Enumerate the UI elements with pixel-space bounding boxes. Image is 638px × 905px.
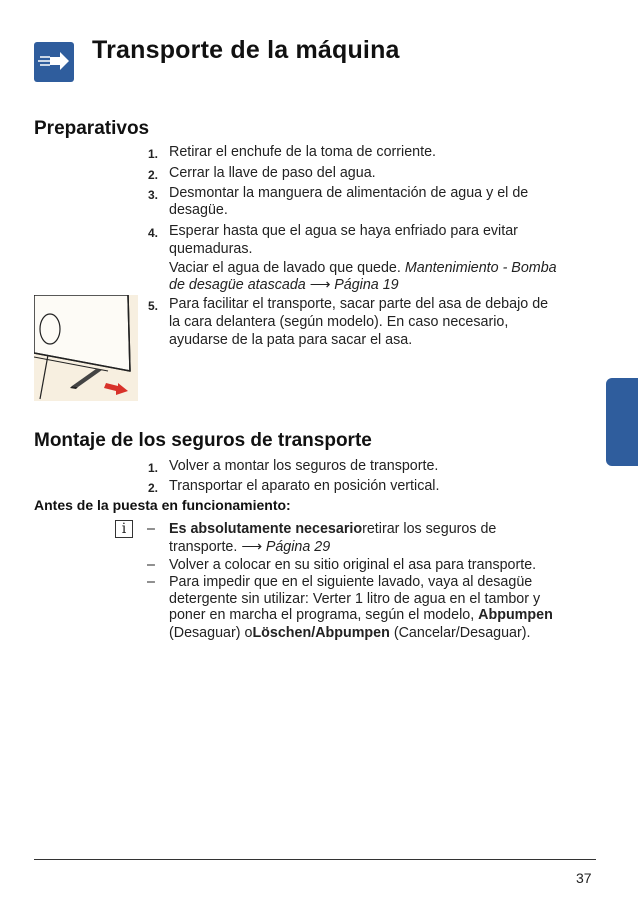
note-text: Volver a colocar en su sitio original el asa para transporte. (169, 557, 537, 573)
step-text: Desmontar la manguera de alimentación de agua y el de (169, 185, 529, 201)
subheading-before-startup: Antes de la puesta en funcionamiento: (34, 497, 291, 513)
step-text: Transportar el aparato en posición vertical. (169, 478, 440, 494)
note-text: detergente sin utilizar: Verter 1 litro de agua en el tambor y (169, 591, 541, 607)
emphasis-text: Es absolutamente necesario (169, 521, 363, 537)
reference-title: de desagüe atascada (169, 277, 306, 293)
page-title: Transporte de la máquina (92, 36, 400, 64)
step-number: 2. (148, 168, 159, 182)
arrow-right-icon: ⟶ (241, 539, 262, 555)
note-reference (169, 538, 330, 557)
step-text: ayudarse de la pata para sacar el asa. (169, 332, 413, 348)
chapter-tab-marker (606, 378, 638, 466)
section-heading-preparativos: Preparativos (34, 118, 150, 139)
note-text-part: transporte. (169, 539, 242, 555)
note-text-part: (Cancelar/Desaguar). (389, 625, 531, 641)
bullet-dash: – (147, 557, 155, 573)
arrow-right-icon: ⟶ (309, 277, 331, 293)
note-text (169, 606, 553, 625)
step-text: Retirar el enchufe de la toma de corriente. (169, 144, 437, 160)
note-text (169, 624, 531, 643)
page-number: 37 (576, 870, 592, 886)
page-reference-link[interactable]: Página 29 (265, 539, 331, 555)
page-reference-link[interactable]: Página 19 (334, 277, 399, 293)
bullet-dash: – (147, 521, 155, 537)
step-number: 1. (148, 147, 159, 161)
step-number: 1. (148, 461, 159, 475)
info-icon: i (115, 520, 133, 538)
program-name: Abpumpen (478, 607, 553, 623)
step-text: Volver a montar los seguros de transporte. (169, 458, 439, 474)
reference-title: Mantenimiento - Bomba (404, 260, 557, 276)
step-number: 3. (148, 188, 159, 202)
step-number: 2. (148, 481, 159, 495)
section-heading-transport-bolts: Montaje de los seguros de transporte (34, 430, 372, 451)
note-text-part: poner en marcha el programa, según el modelo, (169, 607, 479, 623)
note-text-part: (Desaguar) o (169, 625, 253, 641)
step-text: la cara delantera (según modelo). En caso necesario, (169, 314, 509, 330)
note-text: Para impedir que en el siguiente lavado, vaya al desagüe (169, 574, 533, 590)
note-text-part: retirar los seguros de (362, 521, 497, 537)
bullet-dash: – (147, 574, 155, 590)
step-number: 4. (148, 226, 159, 240)
step-number: 5. (148, 299, 159, 313)
note-text (169, 520, 496, 539)
footer-divider (34, 859, 596, 860)
step-text-part: Para facilitar el transporte, sacar parte del asa de debajo de (169, 296, 549, 312)
step-text: quemaduras. (169, 241, 253, 257)
step-text: Esperar hasta que el agua se haya enfriado para evitar (169, 223, 518, 239)
program-name: Löschen/Abpumpen (252, 625, 390, 641)
note-text: Vaciar el agua de lavado que quede. (169, 260, 405, 276)
step-text: desagüe. (169, 202, 228, 218)
step-text: Cerrar la llave de paso del agua. (169, 165, 376, 181)
